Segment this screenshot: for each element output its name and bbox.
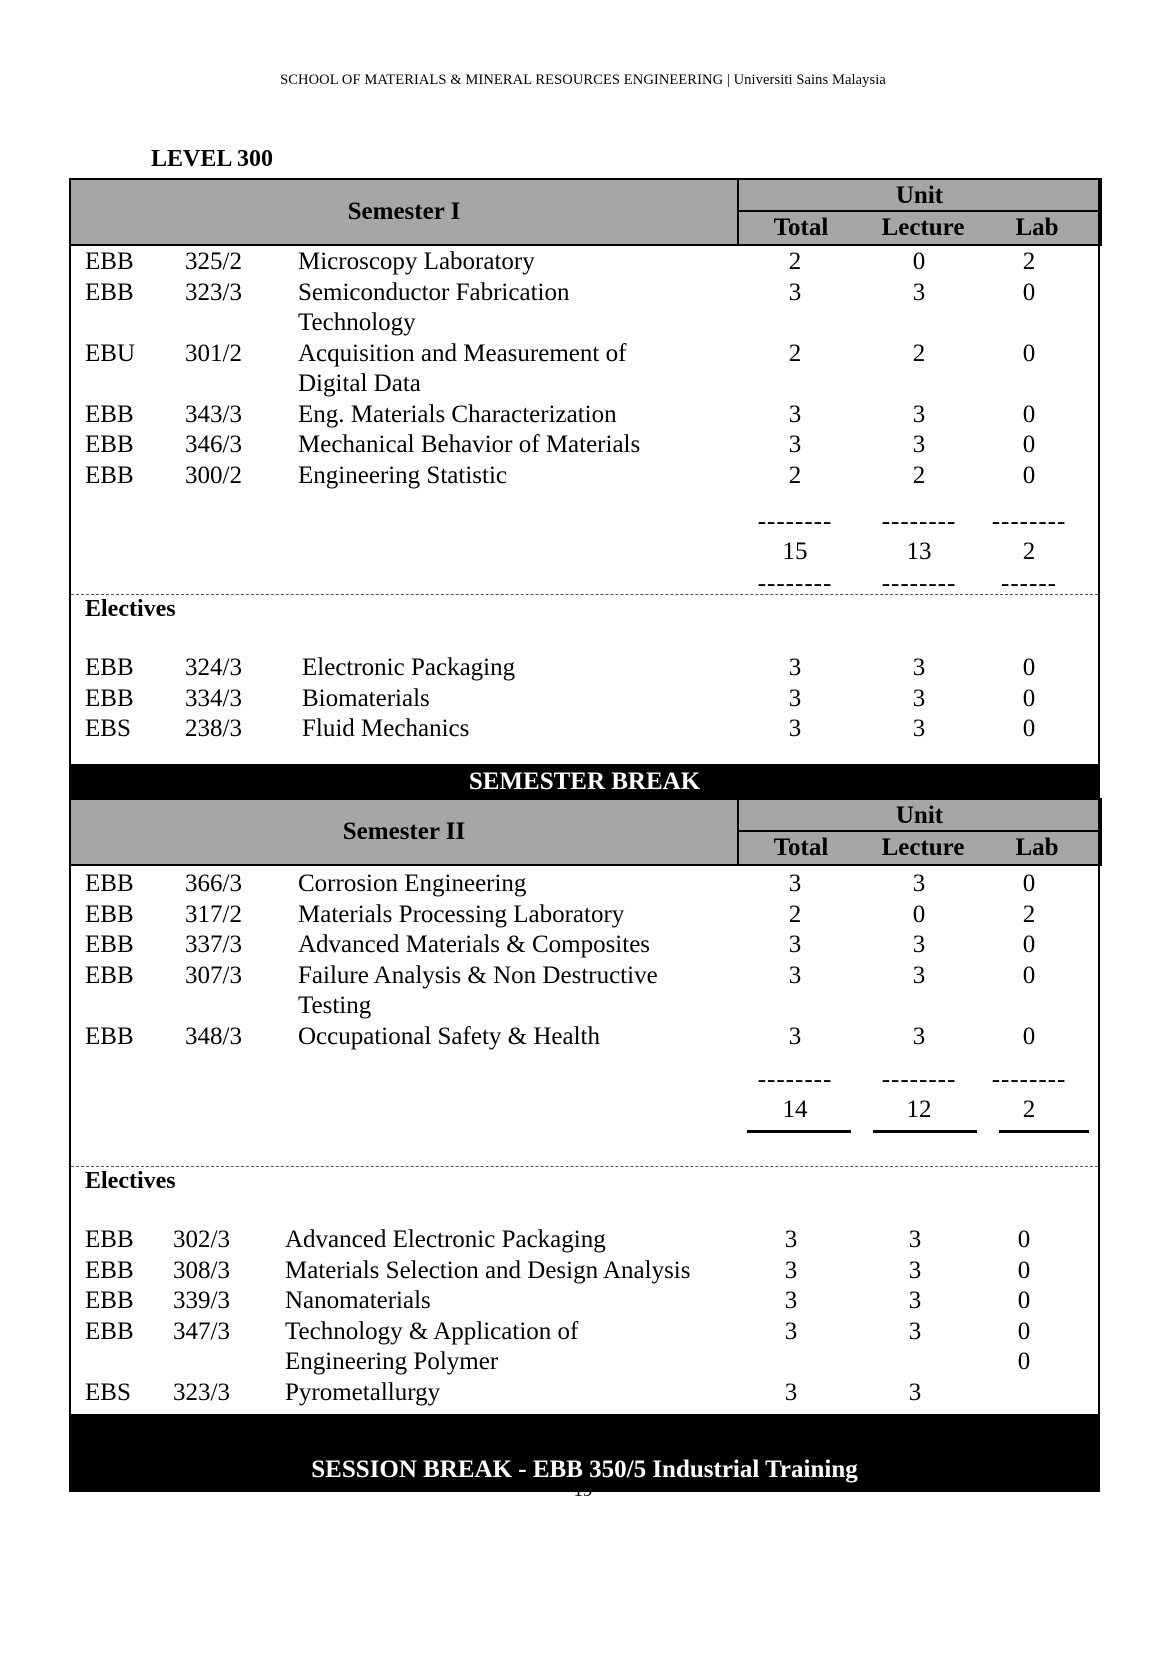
course-prefix: EBB [85,684,134,712]
course-prefix: EBB [85,1287,134,1314]
course-lab-units: 2 [1022,900,1036,928]
course-lab-units: 0 [1022,931,1036,958]
course-title: Corrosion Engineering [298,870,527,897]
course-row-continuation [69,368,1100,400]
elective-row [69,683,1100,715]
elective-row [69,1285,1100,1317]
course-title: Occupational Safety & Health [298,1022,600,1050]
course-code: 347/3 [173,1317,230,1345]
semester-1-header [69,178,1100,246]
semester-1-title: Semester I [347,198,461,225]
course-title: Biomaterials [302,684,430,712]
course-title: Materials Processing Laboratory [298,900,625,928]
course-code: 337/3 [185,931,242,958]
course-row [69,460,1100,492]
course-prefix: EBB [85,461,134,489]
unit-header-block [737,178,1102,246]
course-title: Eng. Materials Characterization [298,400,617,428]
course-prefix: EBS [85,1378,131,1406]
course-lecture-units: 0 [912,900,926,928]
course-total-units: 3 [784,1317,798,1345]
course-row [69,277,1100,309]
course-total-units: 3 [784,1378,798,1406]
dash-line: ------ [1001,570,1057,597]
course-lecture-units: 3 [912,431,926,458]
course-lab-units: 0 [1022,961,1036,989]
semester-1-electives-label: Electives [85,596,176,622]
course-total-units: 3 [788,654,802,681]
elective-row [69,1224,1100,1256]
electives-divider [71,594,1098,595]
course-code: 366/3 [185,870,242,897]
course-prefix: EBS [85,715,131,742]
course-title: Semiconductor Fabrication [298,278,570,306]
course-total-units: 3 [788,684,802,712]
course-title: Engineering Polymer [285,1348,499,1375]
course-title-continuation: Digital Data [298,370,421,397]
total-units-sum: 15 [782,538,808,565]
course-title: Advanced Materials & Composites [298,931,651,958]
course-lab-units: 2 [1022,248,1036,275]
course-title: Nanomaterials [285,1287,431,1314]
course-title: Advanced Electronic Packaging [285,1226,606,1253]
course-lab-units: 0 [1022,1022,1036,1050]
dash-line: -------- [881,508,957,535]
elective-row [69,652,1100,684]
course-code: 346/3 [185,431,242,458]
course-row-continuation [69,990,1100,1022]
course-total-units: 3 [788,400,802,428]
course-total-units: 3 [788,870,802,897]
page-number: 19 [573,1480,593,1501]
electives-divider [71,1166,1098,1167]
course-row [69,429,1100,461]
course-lecture-units: 3 [908,1378,922,1406]
course-code: 325/2 [185,248,242,275]
course-total-units: 3 [788,1022,802,1050]
course-prefix: EBB [85,248,134,275]
unit-label: Unit [895,802,944,829]
course-row-continuation [69,307,1100,339]
course-title: Acquisition and Measurement of [298,339,627,367]
semester-2-electives-label: Electives [85,1168,176,1194]
lab-units-sum: 2 [1022,538,1036,565]
course-title: Technology & Application of [285,1317,579,1345]
course-total-units: 2 [788,339,802,367]
course-total-units: 2 [788,900,802,928]
col-header-lab: Lab [1015,834,1059,861]
elective-row [69,1255,1100,1287]
course-prefix: EBU [85,339,135,367]
semester-2-title: Semester II [342,818,466,845]
course-prefix: EBB [85,278,134,306]
dash-line: -------- [757,508,833,535]
totals-underline [999,1130,1089,1133]
session-break-text: SESSION BREAK - EBB 350/5 Industrial Training [311,1456,858,1483]
course-code: 339/3 [173,1287,230,1314]
course-code: 302/3 [173,1226,230,1253]
dash-line: -------- [991,1066,1067,1093]
course-lecture-units: 3 [908,1287,922,1314]
course-lab-units: 0 [1022,431,1036,458]
course-code: 343/3 [185,400,242,428]
col-header-total: Total [773,834,829,861]
totals-row [69,1094,1100,1126]
course-lecture-units: 3 [912,654,926,681]
course-lecture-units: 2 [912,339,926,367]
course-title: Mechanical Behavior of Materials [298,431,641,458]
course-lab-units: 0 [1022,870,1036,897]
course-title-continuation: Testing [298,992,372,1019]
course-lecture-units: 0 [912,248,926,275]
course-prefix: EBB [85,1256,134,1284]
course-row [69,399,1100,431]
course-title: Fluid Mechanics [302,715,470,742]
level-title: LEVEL 300 [151,146,274,172]
course-lab-units: 0 [1022,715,1036,742]
lecture-units-sum: 13 [906,538,932,565]
elective-row [69,1377,1100,1409]
course-lab-units: 0 [1022,654,1036,681]
course-title: Failure Analysis & Non Destructive [298,961,658,989]
course-code: 323/3 [185,278,242,306]
elective-row [69,1346,1100,1378]
course-code: 238/3 [185,715,242,742]
totals-underline [747,1130,851,1133]
unit-header-block [737,798,1102,866]
course-lecture-units: 3 [912,870,926,897]
semester-break-banner: SEMESTER BREAK [69,764,1100,798]
dash-line: -------- [881,570,957,597]
course-lecture-units: 3 [912,931,926,958]
course-prefix: EBB [85,870,134,897]
course-lecture-units: 3 [912,400,926,428]
totals-dash-row [69,568,1100,600]
course-total-units: 3 [788,931,802,958]
course-row [69,1021,1100,1053]
course-lecture-units: 3 [912,278,926,306]
course-total-units: 2 [788,248,802,275]
course-total-units: 3 [784,1226,798,1253]
course-title: Materials Selection and Design Analysis [285,1256,691,1284]
course-lab-units: 0 [1017,1317,1031,1345]
course-prefix: EBB [85,961,134,989]
course-row [69,246,1100,278]
course-prefix: EBB [85,1226,134,1253]
course-lecture-units: 2 [912,461,926,489]
course-code: 300/2 [185,461,242,489]
course-prefix: EBB [85,1022,134,1050]
course-lab-units: 0 [1022,400,1036,428]
unit-label: Unit [895,182,944,209]
totals-row [69,536,1100,568]
course-lab-units: 0 [1022,684,1036,712]
course-code: 308/3 [173,1256,230,1284]
course-lab-units: 0 [1017,1226,1031,1253]
course-total-units: 2 [788,461,802,489]
dash-line: -------- [757,570,833,597]
course-title: Pyrometallurgy [285,1378,441,1406]
course-total-units: 3 [784,1287,798,1314]
totals-underline [873,1130,977,1133]
course-prefix: EBB [85,431,134,458]
course-title-continuation: Technology [298,309,416,336]
totals-dash-row [69,506,1100,538]
semester-2-header [69,798,1100,866]
course-row [69,868,1100,900]
course-total-units: 3 [784,1256,798,1284]
dash-line: -------- [991,508,1067,535]
course-lecture-units: 3 [912,715,926,742]
elective-row [69,1316,1100,1348]
course-lecture-units: 3 [912,1022,926,1050]
course-code: 324/3 [185,654,242,681]
course-lab-units: 0 [1017,1287,1031,1314]
course-lab-units: 0 [1022,461,1036,489]
course-code: 334/3 [185,684,242,712]
course-prefix: EBB [85,1317,134,1345]
course-code: 323/3 [173,1378,230,1406]
course-code: 317/2 [185,900,242,928]
course-total-units: 3 [788,431,802,458]
dash-line: -------- [881,1066,957,1093]
course-lab-units: 0 [1022,278,1036,306]
lecture-units-sum: 12 [906,1096,932,1123]
course-prefix: EBB [85,400,134,428]
course-title: Electronic Packaging [302,654,516,681]
lab-units-sum: 2 [1022,1096,1036,1123]
col-header-total: Total [773,214,829,241]
course-row [69,899,1100,931]
course-lecture-units: 3 [908,1317,922,1345]
course-lab-units: 0 [1017,1348,1031,1375]
course-total-units: 3 [788,715,802,742]
elective-row [69,713,1100,745]
course-lab-units: 0 [1022,339,1036,367]
course-prefix: EBB [85,654,134,681]
running-head: SCHOOL OF MATERIALS & MINERAL RESOURCES ENGINEERING | Universiti Sains Malaysia [280,72,886,88]
totals-dash-row [69,1064,1100,1096]
course-code: 348/3 [185,1022,242,1050]
total-units-sum: 14 [782,1096,808,1123]
course-lecture-units: 3 [908,1226,922,1253]
course-row [69,960,1100,992]
course-row [69,929,1100,961]
col-header-lecture: Lecture [881,214,965,241]
course-title: Microscopy Laboratory [298,248,535,275]
course-prefix: EBB [85,931,134,958]
course-lecture-units: 3 [912,684,926,712]
course-title: Engineering Statistic [298,461,507,489]
course-lecture-units: 3 [912,961,926,989]
course-lab-units: 0 [1017,1256,1031,1284]
course-prefix: EBB [85,900,134,928]
course-total-units: 3 [788,961,802,989]
col-header-lecture: Lecture [881,834,965,861]
col-header-lab: Lab [1015,214,1059,241]
course-row [69,338,1100,370]
course-code: 301/2 [185,339,242,367]
course-code: 307/3 [185,961,242,989]
course-lecture-units: 3 [908,1256,922,1284]
course-total-units: 3 [788,278,802,306]
dash-line: -------- [757,1066,833,1093]
